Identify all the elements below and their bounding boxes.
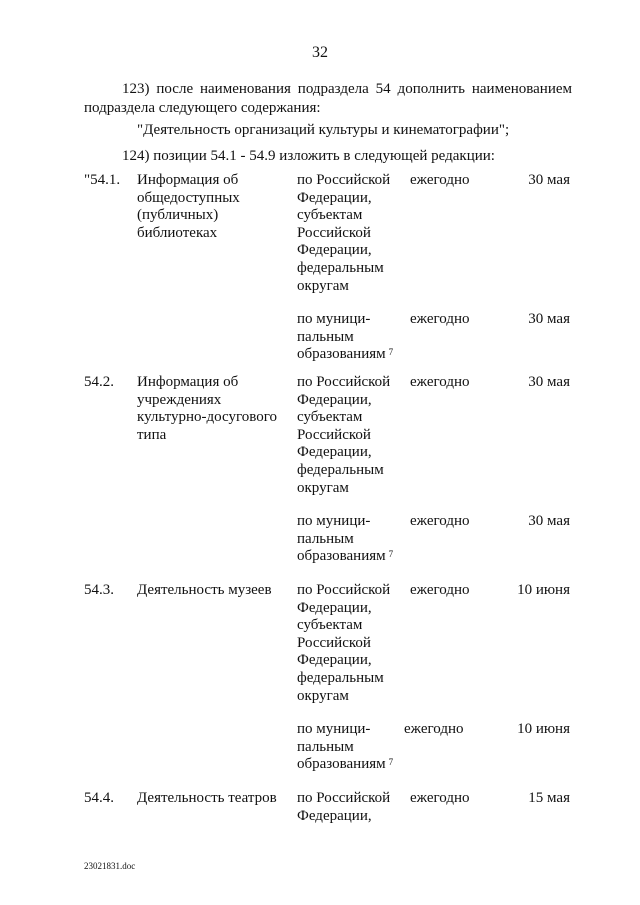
deadline: 30 мая [528, 172, 570, 188]
deadline: 30 мая [528, 311, 570, 327]
frequency: ежегодно [404, 721, 464, 737]
level-label: по муници-пальным образованиям $^7$ [297, 721, 394, 773]
file-name-footer: 23021831.doc [84, 861, 136, 871]
row-number: 54.3. [84, 582, 114, 598]
deadline: 10 июня [517, 582, 570, 598]
paragraph-124: 124) позиции 54.1 - 54.9 изложить в следующей редакции: [122, 148, 495, 164]
frequency: ежегодно [410, 172, 470, 188]
footnote-ref: 7 [388, 757, 394, 768]
row-number: 54.2. [84, 374, 114, 390]
level-label: по муници-пальным образованиям $^7$ [297, 311, 394, 363]
row-number: 54.4. [84, 790, 114, 806]
level-label: по муници-пальным образованиям $^7$ [297, 513, 394, 565]
deadline: 15 мая [528, 790, 570, 806]
level-label: по Российской Федерации, субъектам Российской Федерации, федеральным округам [297, 582, 391, 704]
level-label: по Российской Федерации, субъектам Российской Федерации, федеральным округам [297, 374, 391, 496]
frequency: ежегодно [410, 311, 470, 327]
deadline: 30 мая [528, 513, 570, 529]
footnote-ref: 7 [388, 347, 394, 358]
frequency: ежегодно [410, 513, 470, 529]
quoted-subsection-title: "Деятельность организаций культуры и кинематографии"; [137, 122, 510, 138]
deadline: 10 июня [517, 721, 570, 737]
paragraph-123: 123) после наименования подраздела 54 дополнить наименованием подраздела следующего содержания: [84, 81, 572, 116]
frequency: ежегодно [410, 790, 470, 806]
indicator-name: Информация об общедоступных (публичных) библиотеках [137, 172, 240, 241]
indicator-name: Информация об учреждениях культурно-досугового типа [137, 374, 278, 443]
row-number: "54.1. [84, 172, 121, 188]
indicator-name: Деятельность театров [137, 790, 277, 806]
footnote-ref: 7 [388, 549, 394, 560]
frequency: ежегодно [410, 582, 470, 598]
frequency: ежегодно [410, 374, 470, 390]
page-number: 32 [312, 44, 328, 61]
level-label: по Российской Федерации, [297, 790, 391, 824]
level-label: по Российской Федерации, субъектам Российской Федерации, федеральным округам [297, 172, 391, 294]
deadline: 30 мая [528, 374, 570, 390]
indicator-name: Деятельность музеев [137, 582, 272, 598]
